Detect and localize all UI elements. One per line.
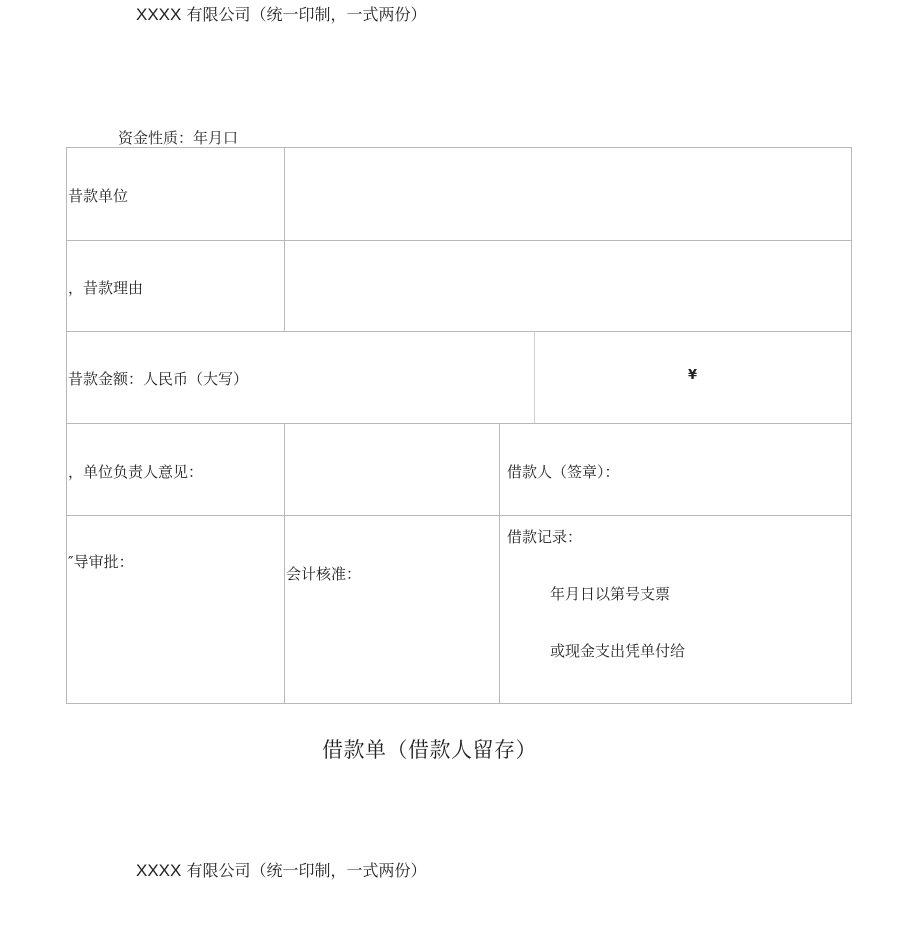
form-title: 借款单（借款人留存） (322, 738, 537, 762)
table-border-right (851, 147, 852, 704)
table-col-divider (499, 423, 500, 704)
loan-record-line1: 年月日以第号支票 (550, 585, 671, 603)
loan-record-line2: 或现金支出凭单付给 (550, 642, 686, 660)
borrowing-reason-field[interactable] (286, 243, 849, 329)
table-col-divider (284, 147, 285, 332)
leader-approval-label: ″导审批： (68, 553, 134, 571)
table-col-divider (534, 331, 535, 423)
table-row-divider (66, 423, 852, 424)
company-header (136, 2, 426, 25)
fund-nature-label: 资金性质：年月口 (118, 129, 239, 147)
company-name-suffix: 有限公司（统一印制，一式两份） (186, 5, 427, 24)
table-border-top (66, 147, 852, 148)
unit-head-opinion-field[interactable] (286, 426, 497, 513)
company-name-prefix: XXXX (136, 861, 182, 880)
table-row-divider (66, 515, 852, 516)
company-name-suffix: 有限公司（统一印制，一式两份） (186, 861, 427, 880)
table-row-divider (66, 240, 852, 241)
company-footer (136, 858, 426, 881)
table-col-divider (284, 423, 285, 704)
amount-label: 昔款金额：人民币（大写） (68, 370, 249, 388)
borrowing-unit-field[interactable] (286, 150, 849, 238)
loan-record-label: 借款记录： (507, 528, 583, 546)
table-border-bottom (66, 703, 852, 704)
table-border-left (66, 147, 67, 704)
table-row-divider (66, 331, 852, 332)
unit-head-opinion-label: ，单位负责人意见： (68, 463, 204, 481)
company-name-prefix: XXXX (136, 5, 182, 24)
accounting-check-label: 会计核准： (286, 565, 362, 583)
yen-symbol: ¥ (688, 368, 698, 383)
borrowing-reason-label: ，昔款理由 (68, 279, 144, 297)
borrowing-unit-label: 昔款单位 (68, 187, 129, 205)
borrower-signature-label: 借款人（签章）： (507, 463, 620, 481)
